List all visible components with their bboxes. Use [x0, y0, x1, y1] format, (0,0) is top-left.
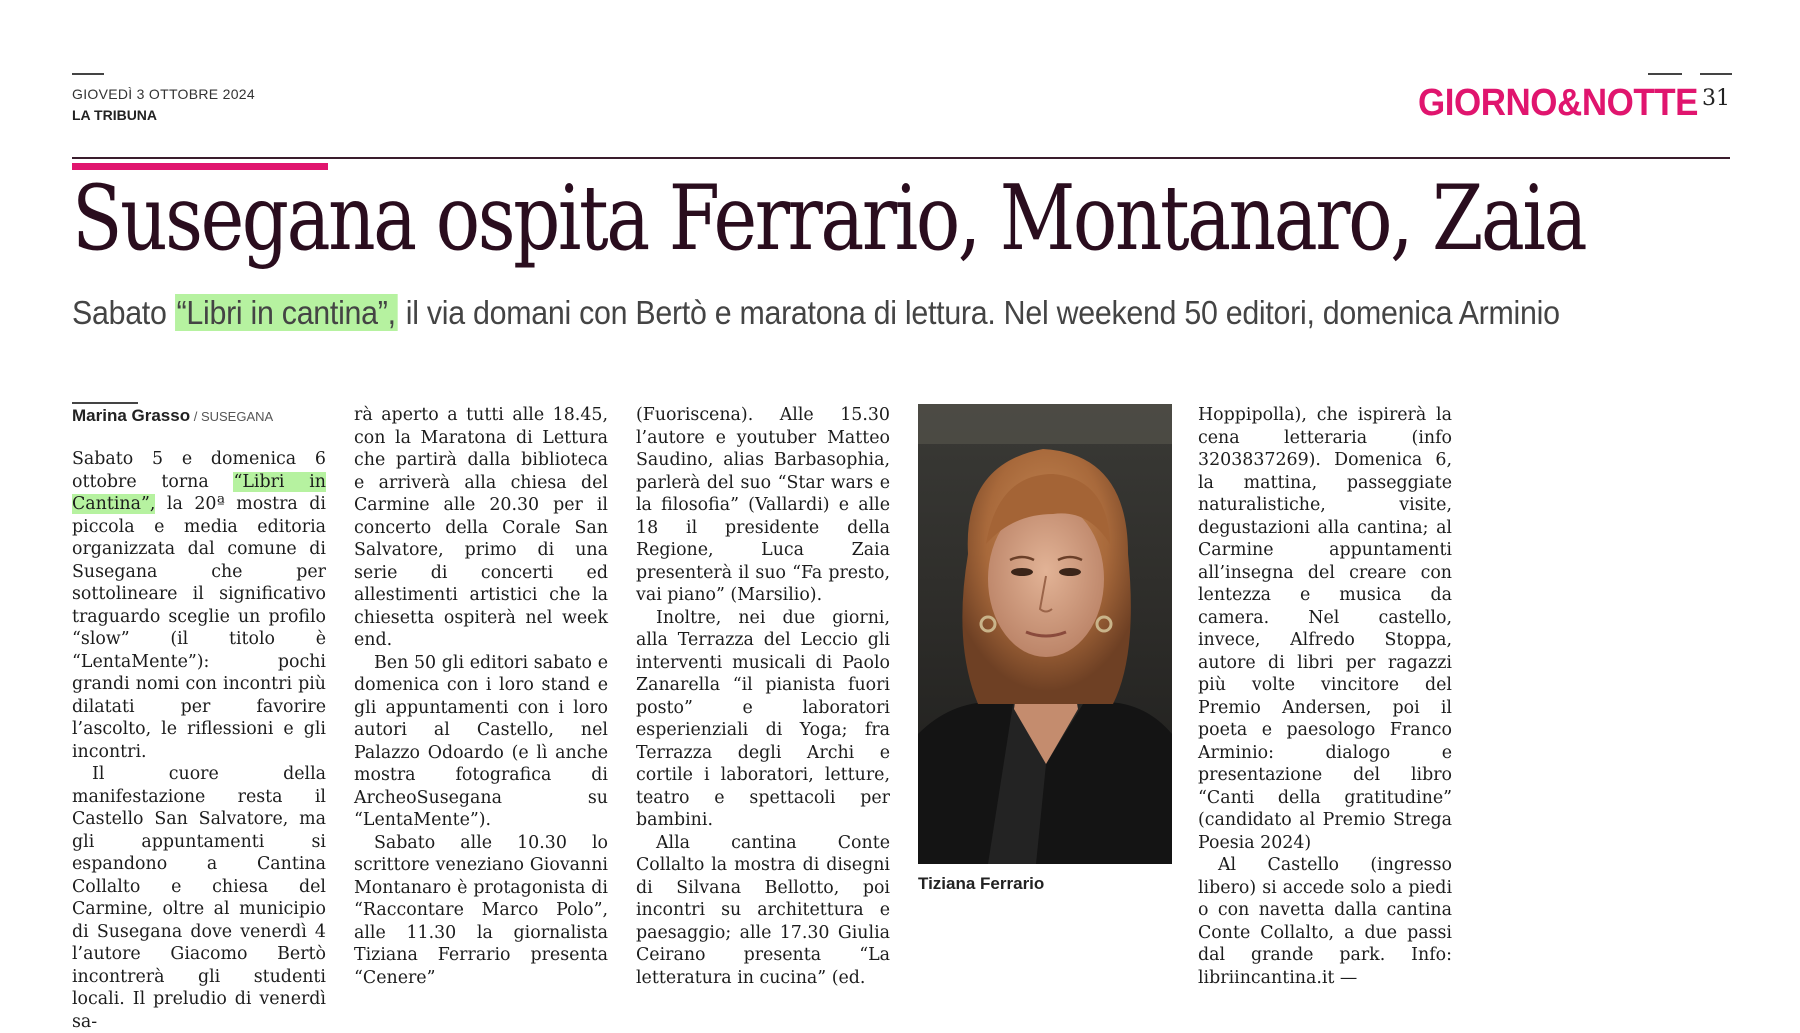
- page-number-rule: [1700, 73, 1732, 75]
- paragraph-text: Sabato 5 e domenica 6 ottobre torna: [72, 449, 326, 492]
- article-column-2: [354, 404, 608, 989]
- article-column-3: [636, 404, 890, 989]
- article-column-4: [1198, 404, 1452, 989]
- page-number: 31: [1702, 86, 1730, 111]
- highlight-text: “Libri in Cantina”,: [72, 471, 326, 514]
- paragraph: rà aperto a tutti alle 18.45, con la Maratona di Lettura che partirà dalla biblioteca e arriverà alla chiesa del Carmine alle 20.30 per il concerto della Corale San Salvatore, primo di una serie di concerti ed allestimenti artistici che la chiesetta ospiterà nel week end.: [354, 405, 608, 650]
- paragraph-text: la 20ª mostra di piccola e media editoria organizzata dal comune di Susegana che per sottolineare il significativo traguardo sceglie un profilo “slow” (il titolo è “LentaMente”): pochi grandi nomi con incontri più dilatati per favorire l’ascolto, le riflessioni e gli incontri.: [72, 494, 326, 762]
- paragraph: Alla cantina Conte Collalto la mostra di disegni di Silvana Bellotto, poi incontri su architettura e paesaggio; alle 17.30 Giulia Ceirano presenta “La letteratura in cucina” (ed.: [636, 832, 890, 988]
- top-divider: [72, 157, 1730, 159]
- paragraph: Inoltre, nei due giorni, alla Terrazza del Leccio gli interventi musicali di Paolo Zanarella “il pianista fuori posto” e laboratori esperienziali di Yoga; fra Terrazza degli Archi e cortile i laboratori, letture, teatro e spettacoli per bambini.: [636, 607, 890, 830]
- byline-location: / SUSEGANA: [190, 409, 274, 424]
- paragraph: [72, 448, 326, 763]
- newspaper-name: LA TRIBUNA: [72, 107, 158, 123]
- paragraph: (Fuoriscena). Alle 15.30 l’autore e youtuber Matteo Saudino, alias Barbasophia, parlerà del suo “Star wars e la filosofia” (Vallardi) e alle 18 il presidente della Regione, Luca Zaia presenterà il suo “Fa presto, vai piano” (Marsilio).: [636, 405, 890, 605]
- portrait-image: [918, 404, 1172, 864]
- portrait-photo: [918, 404, 1172, 864]
- photo-caption: Tiziana Ferrario: [918, 874, 1045, 893]
- author-name: Marina Grasso: [72, 406, 191, 425]
- subheadline: [72, 294, 1560, 332]
- header-left-rule: [72, 73, 104, 75]
- issue-date: GIOVEDÌ 3 OTTOBRE 2024: [72, 86, 255, 102]
- paragraph: Il cuore della manifestazione resta il Castello San Salvatore, ma gli appuntamenti si espandono a Cantina Collalto e chiesa del Carmine, oltre al municipio di Susegana dove venerdì 4 l’autore Giacomo Bertò incontrerà gli studenti locali. Il preludio di venerdì sa-: [72, 764, 326, 1032]
- paragraph: Hoppipolla), che ispirerà la cena letteraria (info 3203837269). Domenica 6, la mattina, passeggiate naturalistiche, visite, degustazioni alla cantina; al Carmine appuntamenti all’insegna del creare con lentezza e musica da camera. Nel castello, invece, Alfredo Stoppa, autore di libri per ragazzi più volte vincitore del Premio Andersen, poi il poeta e paesologo Franco Arminio: dialogo e presentazione del libro “Canti della gratitudine” (candidato al Premio Strega Poesia 2024): [1198, 405, 1452, 853]
- subhead-highlight: “Libri in cantina”,: [176, 294, 396, 331]
- paragraph: Ben 50 gli editori sabato e domenica con i loro stand e gli appuntamenti con i loro autori al Castello, nel Palazzo Odoardo (e lì anche mostra fotografica di ArcheoSusegana su “LentaMente”).: [354, 652, 608, 830]
- byline-rule: [72, 402, 138, 404]
- byline: [72, 406, 273, 426]
- paragraph: Al Castello (ingresso libero) si accede solo a piedi o con navetta dalla cantina Conte Collalto, a due passi dal grande park. Info: libriincantina.it —: [1198, 855, 1452, 988]
- section-title: GIORNO&NOTTE: [1418, 82, 1698, 124]
- paragraph: Sabato alle 10.30 lo scrittore veneziano Giovanni Montanaro è protagonista di “Raccontare Marco Polo”, alle 11.30 la giornalista Tiziana Ferrario presenta “Cenere”: [354, 832, 608, 988]
- subhead-text: il via domani con Bertò e maratona di lettura. Nel weekend 50 editori, domenica Arminio: [397, 294, 1560, 331]
- headline: Susegana ospita Ferrario, Montanaro, Zaia: [72, 166, 1586, 271]
- article-column-1: [72, 448, 326, 1033]
- section-rule: [1648, 73, 1682, 75]
- subhead-text: Sabato: [72, 294, 175, 331]
